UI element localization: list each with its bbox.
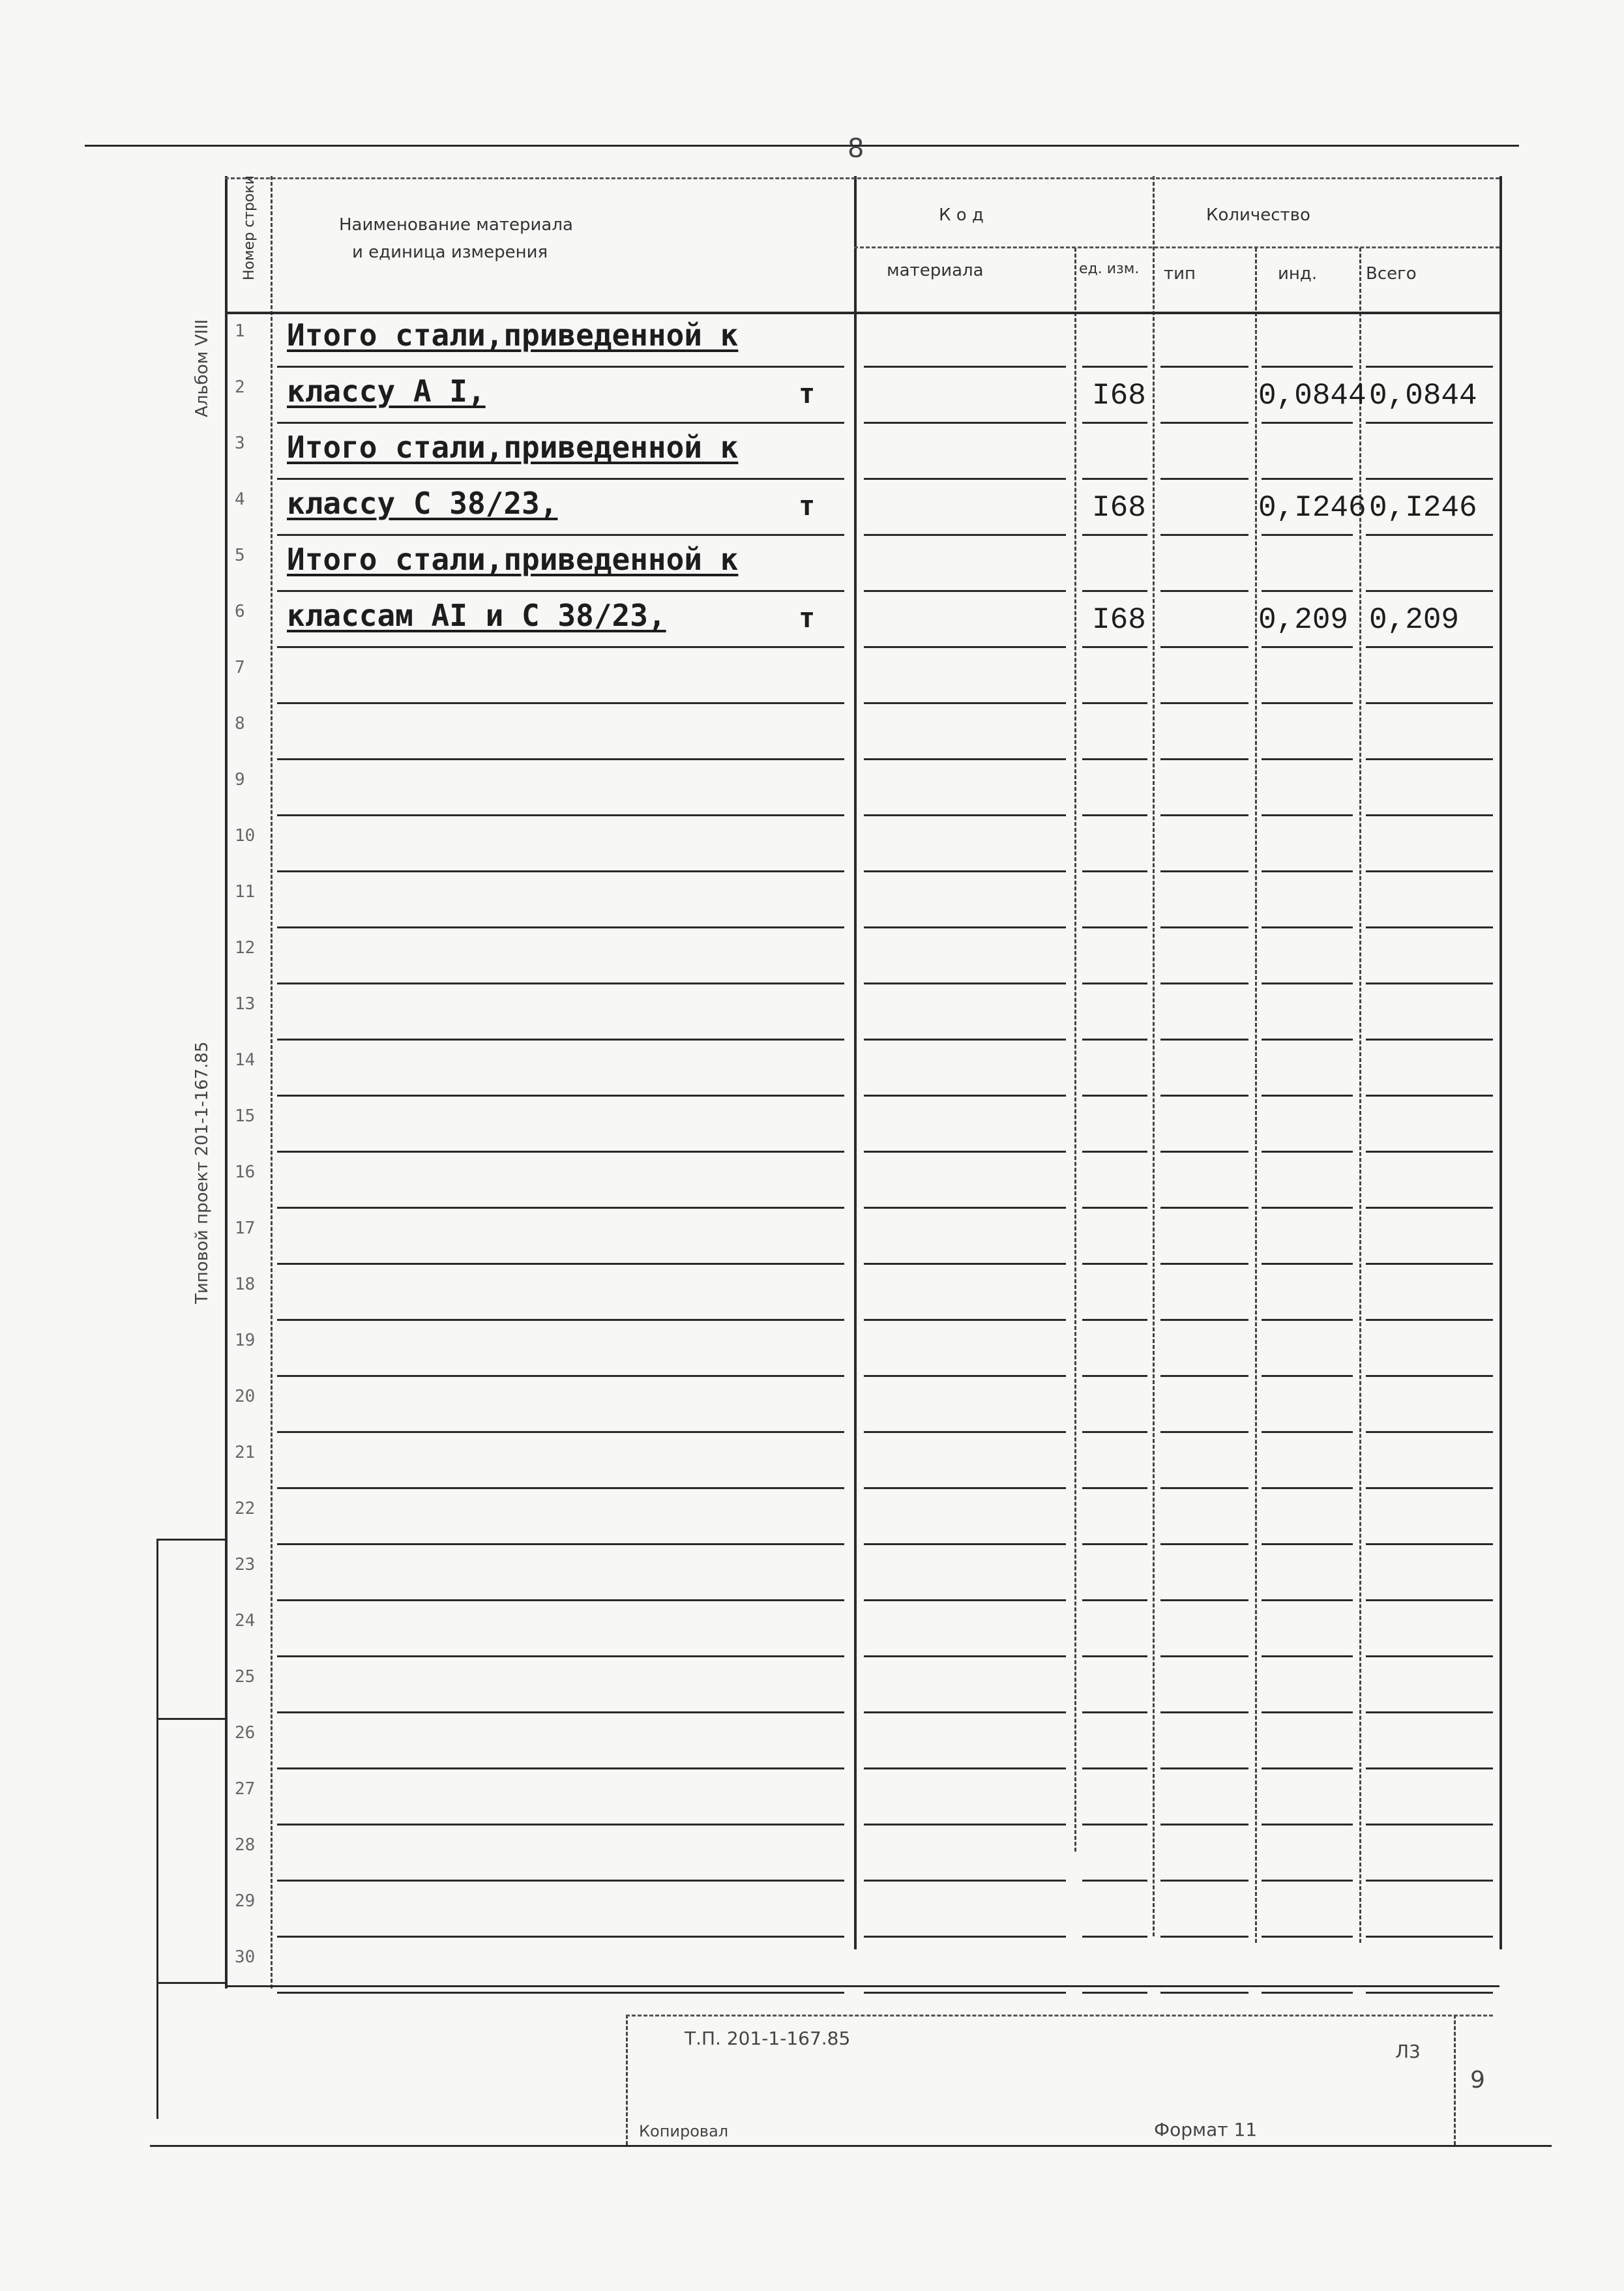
row-line (1262, 1655, 1353, 1657)
row-line (1262, 1992, 1353, 1994)
header-qty-type: тип (1164, 264, 1196, 284)
code-col-border (1153, 176, 1155, 1936)
row-number: 8 (235, 714, 245, 733)
row-line (1160, 366, 1248, 368)
row-line (1366, 1375, 1493, 1377)
row-line (277, 1599, 844, 1601)
album-label: Альбом VIII (192, 319, 212, 417)
row-line (1366, 1767, 1493, 1769)
row-number: 20 (235, 1387, 256, 1406)
row-ind: 0,I246 (1258, 491, 1366, 525)
row-line (1160, 1543, 1248, 1545)
row-line (277, 1207, 844, 1209)
row-line (1082, 1375, 1147, 1377)
header-row-num: Номер строки (241, 175, 258, 280)
row-line (1082, 1992, 1147, 1994)
row-line (1366, 1151, 1493, 1153)
row-line (1262, 983, 1353, 984)
row-number: 22 (235, 1499, 256, 1518)
row-line (277, 1767, 844, 1769)
row-line (1082, 702, 1147, 704)
row-line (864, 366, 1066, 368)
row-line (1262, 1039, 1353, 1041)
row-line (277, 478, 844, 480)
row-line (1160, 1207, 1248, 1209)
row-number: 23 (235, 1555, 256, 1574)
row-line (1082, 1039, 1147, 1041)
row-number: 15 (235, 1106, 256, 1126)
row-line (1262, 1207, 1353, 1209)
row-number: 16 (235, 1162, 256, 1182)
row-line (1366, 534, 1493, 536)
row-line (1160, 590, 1248, 592)
row-line (864, 1767, 1066, 1769)
header-bottom-line (225, 312, 1499, 314)
row-line (1160, 1599, 1248, 1601)
row-number: 10 (235, 826, 256, 846)
row-line (1262, 1375, 1353, 1377)
row-line (864, 926, 1066, 928)
row-line (1082, 758, 1147, 760)
row-line (1082, 983, 1147, 984)
row-line (864, 590, 1066, 592)
row-line (1262, 758, 1353, 760)
row-line (1262, 1824, 1353, 1825)
footer-box-top (626, 2015, 1493, 2017)
row-line (1366, 1880, 1493, 1882)
row-line (1262, 1543, 1353, 1545)
footer-doc-code: Т.П. 201-1-167.85 (685, 2028, 851, 2049)
row-line (1366, 1039, 1493, 1041)
row-line (864, 534, 1066, 536)
row-line (1082, 1431, 1147, 1433)
row-line (277, 926, 844, 928)
row-line (864, 478, 1066, 480)
header-code-unit: ед. изм. (1079, 261, 1140, 277)
row-line (864, 1151, 1066, 1153)
row-line (1366, 366, 1493, 368)
row-line (1366, 1992, 1493, 1994)
row-line (1366, 478, 1493, 480)
name-col-border (854, 176, 857, 1949)
row-line (1160, 1992, 1248, 1994)
row-number: 30 (235, 1947, 256, 1967)
row-line (277, 1487, 844, 1489)
row-line (864, 1543, 1066, 1545)
row-line (1082, 534, 1147, 536)
row-line (864, 1039, 1066, 1041)
row-line (1262, 422, 1353, 424)
row-line (864, 870, 1066, 872)
row-line (1082, 814, 1147, 816)
row-number: 13 (235, 994, 256, 1014)
row-line (1160, 1824, 1248, 1825)
row-line (1160, 758, 1248, 760)
row-number: 18 (235, 1275, 256, 1294)
header-name-line1: Наименование материала (339, 215, 573, 235)
row-line (1160, 534, 1248, 536)
row-total: 0,0844 (1369, 379, 1477, 413)
row-line (1082, 870, 1147, 872)
row-code: I68 (1092, 603, 1146, 637)
row-line (1262, 1431, 1353, 1433)
row-line (1366, 814, 1493, 816)
row-line (864, 814, 1066, 816)
row-line (277, 590, 844, 592)
page-number: 8 (848, 134, 864, 164)
row-line (1160, 1431, 1248, 1433)
row-code: I68 (1092, 379, 1146, 413)
row-line (1262, 870, 1353, 872)
row-line (277, 702, 844, 704)
row-line (864, 983, 1066, 984)
row-line (1262, 1487, 1353, 1489)
header-qty-total: Всего (1366, 264, 1417, 284)
row-line (277, 1375, 844, 1377)
row-line (1082, 1543, 1147, 1545)
row-name: Итого стали,приведенной к (287, 542, 739, 577)
row-line (1262, 1880, 1353, 1882)
table-left-border (225, 176, 228, 1988)
row-line (1262, 534, 1353, 536)
row-line (1262, 1767, 1353, 1769)
row-line (864, 646, 1066, 648)
rownum-col-border (271, 176, 273, 1988)
row-line (1082, 1487, 1147, 1489)
row-line (277, 1655, 844, 1657)
row-line (1082, 422, 1147, 424)
row-line (864, 422, 1066, 424)
row-line (277, 1263, 844, 1265)
footer-copied: Копировал (639, 2122, 729, 2140)
row-line (1160, 1655, 1248, 1657)
row-line (1366, 1543, 1493, 1545)
row-line (277, 1711, 844, 1713)
row-line (1366, 870, 1493, 872)
row-line (1160, 422, 1248, 424)
row-line (1160, 1880, 1248, 1882)
row-line (864, 1263, 1066, 1265)
row-line (1082, 1880, 1147, 1882)
row-line (1160, 1263, 1248, 1265)
row-line (1262, 366, 1353, 368)
row-line (1262, 1151, 1353, 1153)
row-line (1262, 646, 1353, 648)
row-line (1082, 590, 1147, 592)
row-line (277, 870, 844, 872)
footer-sheet-number: 9 (1470, 2067, 1485, 2093)
row-line (1160, 1151, 1248, 1153)
header-qty-group: Количество (1206, 205, 1310, 225)
row-line (1366, 646, 1493, 648)
row-ind: 0,0844 (1258, 379, 1366, 413)
row-line (864, 1375, 1066, 1377)
row-line (864, 758, 1066, 760)
project-label: Типовой проект 201-1-167.85 (192, 1041, 212, 1304)
row-line (1160, 1487, 1248, 1489)
row-line (277, 646, 844, 648)
row-number: 11 (235, 882, 256, 902)
row-line (864, 1880, 1066, 1882)
row-line (864, 1711, 1066, 1713)
row-number: 17 (235, 1219, 256, 1238)
row-line (277, 1543, 844, 1545)
row-line (1082, 1151, 1147, 1153)
row-line (1082, 1767, 1147, 1769)
stamp-frame-line-3 (156, 1982, 225, 1984)
row-number: 6 (235, 602, 245, 621)
row-unit: т (799, 377, 816, 409)
row-line (1366, 1936, 1493, 1938)
row-total: 0,I246 (1369, 491, 1477, 525)
row-line (1366, 983, 1493, 984)
stamp-frame-left (156, 1539, 158, 2119)
row-line (1366, 926, 1493, 928)
row-line (1082, 1655, 1147, 1657)
row-line (1160, 926, 1248, 928)
row-number: 21 (235, 1443, 256, 1462)
row-line (864, 1431, 1066, 1433)
row-line (1262, 1319, 1353, 1321)
header-name-line2: и единица измерения (352, 243, 548, 262)
row-line (1366, 1319, 1493, 1321)
row-line (864, 1487, 1066, 1489)
row-number: 7 (235, 658, 245, 677)
row-total: 0,209 (1369, 603, 1460, 637)
row-number: 27 (235, 1779, 256, 1799)
row-name: классам АI и С 38/23, (287, 598, 666, 633)
row-line (277, 1319, 844, 1321)
row-code: I68 (1092, 491, 1146, 525)
row-line (277, 1880, 844, 1882)
row-line (1262, 1711, 1353, 1713)
row-line (277, 983, 844, 984)
row-line (1262, 814, 1353, 816)
stamp-frame-line-1 (156, 1539, 225, 1541)
row-line (1160, 983, 1248, 984)
row-number: 9 (235, 770, 245, 790)
table-right-border (1499, 176, 1502, 1949)
row-line (864, 1599, 1066, 1601)
row-line (277, 1936, 844, 1938)
row-line (277, 758, 844, 760)
row-number: 2 (235, 377, 245, 397)
row-line (1082, 926, 1147, 928)
row-line (277, 422, 844, 424)
row-line (1366, 1263, 1493, 1265)
footer-format: Формат 11 (1154, 2119, 1258, 2140)
row-line (1366, 1655, 1493, 1657)
row-line (1366, 1711, 1493, 1713)
row-line (1262, 1263, 1353, 1265)
stamp-frame-line-2 (156, 1718, 225, 1720)
row-line (864, 1095, 1066, 1097)
row-line (1366, 758, 1493, 760)
type-col-border (1255, 248, 1257, 1943)
footer-bottom-line (150, 2145, 1552, 2147)
row-number: 26 (235, 1723, 256, 1743)
row-line (1366, 1824, 1493, 1825)
top-rule (85, 145, 1519, 147)
footer-sheet-divider (1454, 2015, 1456, 2145)
row-name: классу А I, (287, 374, 486, 409)
row-line (1160, 1095, 1248, 1097)
row-line (1262, 1095, 1353, 1097)
row-number: 12 (235, 938, 256, 958)
row-number: 24 (235, 1611, 256, 1631)
material-col-border (1074, 248, 1076, 1852)
row-number: 3 (235, 434, 245, 453)
header-qty-ind: инд. (1278, 264, 1318, 284)
row-line (1082, 1599, 1147, 1601)
row-line (1082, 1095, 1147, 1097)
row-line (1366, 422, 1493, 424)
row-number: 19 (235, 1331, 256, 1350)
row-line (1262, 590, 1353, 592)
row-line (1366, 1207, 1493, 1209)
row-name: Итого стали,приведенной к (287, 318, 739, 353)
footer-box-left (626, 2015, 628, 2145)
row-line (1366, 1095, 1493, 1097)
header-code-group: К о д (939, 205, 984, 225)
row-line (1160, 1375, 1248, 1377)
row-line (864, 1992, 1066, 1994)
row-line (1160, 1936, 1248, 1938)
row-number: 4 (235, 490, 245, 509)
row-line (1262, 702, 1353, 704)
row-line (1160, 1711, 1248, 1713)
header-code-material: материала (887, 261, 984, 280)
row-line (1082, 1824, 1147, 1825)
row-line (277, 1431, 844, 1433)
row-line (1160, 1319, 1248, 1321)
row-unit: т (799, 602, 816, 634)
row-line (1082, 478, 1147, 480)
row-name: Итого стали,приведенной к (287, 430, 739, 465)
row-line (1160, 870, 1248, 872)
row-line (1160, 702, 1248, 704)
row-line (864, 1655, 1066, 1657)
row-line (1366, 1487, 1493, 1489)
row-line (277, 814, 844, 816)
header-top-line (225, 177, 1499, 179)
row-line (1082, 646, 1147, 648)
row-line (1082, 1711, 1147, 1713)
row-line (1082, 1207, 1147, 1209)
row-line (1262, 926, 1353, 928)
header-mid-line (854, 246, 1499, 248)
row-line (864, 702, 1066, 704)
row-line (864, 1319, 1066, 1321)
row-line (1082, 1936, 1147, 1938)
row-ind: 0,209 (1258, 603, 1349, 637)
row-line (277, 534, 844, 536)
row-line (1366, 702, 1493, 704)
row-number: 5 (235, 546, 245, 565)
footer-sheet-label: Л3 (1395, 2041, 1421, 2062)
row-line (1082, 366, 1147, 368)
row-line (1160, 1767, 1248, 1769)
row-line (277, 366, 844, 368)
row-line (1160, 646, 1248, 648)
row-line (1366, 590, 1493, 592)
row-line (277, 1992, 844, 1994)
row-line (1082, 1263, 1147, 1265)
row-line (864, 1824, 1066, 1825)
row-line (1262, 1599, 1353, 1601)
row-number: 28 (235, 1835, 256, 1855)
row-line (277, 1151, 844, 1153)
footer-top-line (225, 1985, 1499, 1987)
row-line (1366, 1599, 1493, 1601)
row-line (1160, 478, 1248, 480)
row-line (864, 1207, 1066, 1209)
row-line (1082, 1319, 1147, 1321)
row-line (1160, 814, 1248, 816)
row-number: 1 (235, 321, 245, 341)
row-line (1366, 1431, 1493, 1433)
row-line (277, 1824, 844, 1825)
row-line (277, 1095, 844, 1097)
row-line (277, 1039, 844, 1041)
row-line (1160, 1039, 1248, 1041)
row-name: классу С 38/23, (287, 486, 558, 521)
row-number: 25 (235, 1667, 256, 1687)
row-line (1262, 478, 1353, 480)
row-number: 14 (235, 1050, 256, 1070)
row-line (1262, 1936, 1353, 1938)
row-line (864, 1936, 1066, 1938)
row-unit: т (799, 490, 816, 522)
row-number: 29 (235, 1891, 256, 1911)
